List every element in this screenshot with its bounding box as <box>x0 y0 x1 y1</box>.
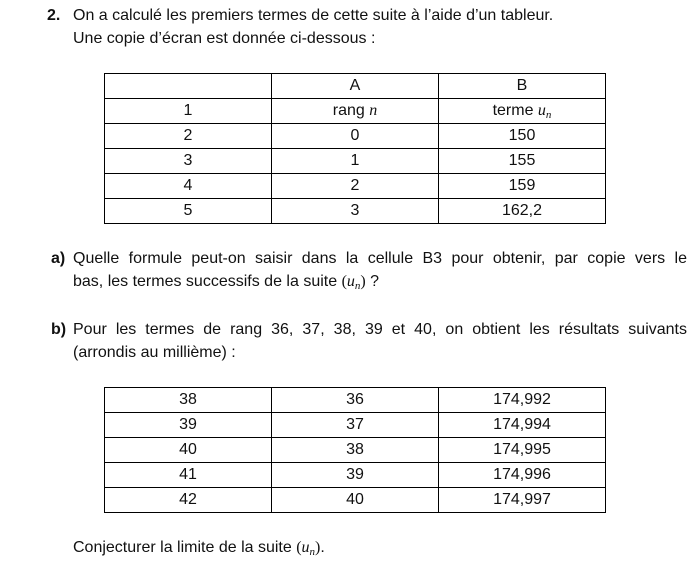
cell-a: 36 <box>272 388 439 413</box>
table-row <box>105 438 606 463</box>
cell-b: 162,2 <box>439 199 606 224</box>
part-a-line-1: Quelle formule peut-on saisir dans la cellule B3 pour obtenir, par copie vers le <box>73 250 687 267</box>
table-row <box>105 488 606 513</box>
cell-a: 38 <box>272 438 439 463</box>
results-table <box>104 387 606 513</box>
part-a-label: a) <box>51 250 66 267</box>
table-row <box>105 413 606 438</box>
paren-open: ( <box>341 273 347 290</box>
part-a-text: bas, les termes successifs de la suite <box>73 273 342 290</box>
table-header-row <box>105 74 606 99</box>
paren-close: ) <box>315 539 321 556</box>
question-header <box>47 6 60 26</box>
cell-b: 174,997 <box>439 488 606 513</box>
cell-b: 150 <box>439 124 606 149</box>
table-row <box>105 174 606 199</box>
sequence-variable: u <box>301 539 310 556</box>
column-header-a: A <box>272 74 439 99</box>
cell-a: 37 <box>272 413 439 438</box>
question-line-2: Une copie d’écran est donnée ci-dessous : <box>73 30 376 47</box>
rang-variable: n <box>369 102 378 119</box>
terme-variable: u <box>537 102 546 119</box>
table-row <box>105 124 606 149</box>
conclusion-text: Conjecturer la limite de la suite <box>73 539 297 556</box>
cell-a: 3 <box>272 199 439 224</box>
row-number: 38 <box>105 388 272 413</box>
cell-b: 174,995 <box>439 438 606 463</box>
spreadsheet-table <box>104 73 606 224</box>
row-number: 1 <box>105 99 272 124</box>
cell-a: 0 <box>272 124 439 149</box>
table-row <box>105 149 606 174</box>
part-b-line-2: (arrondis au millième) : <box>73 344 236 361</box>
corner-cell <box>105 74 272 99</box>
row-number: 2 <box>105 124 272 149</box>
terme-subscript: n <box>545 109 552 121</box>
part-a-line-2 <box>73 272 379 292</box>
part-a-question-mark: ? <box>365 273 380 290</box>
table-row <box>105 99 606 124</box>
part-b-label: b) <box>51 321 67 338</box>
row-number: 41 <box>105 463 272 488</box>
row-number: 40 <box>105 438 272 463</box>
rang-text: rang <box>332 102 370 119</box>
cell-b: 174,994 <box>439 413 606 438</box>
cell-b: 155 <box>439 149 606 174</box>
paren-open: ( <box>296 539 302 556</box>
row-number: 4 <box>105 174 272 199</box>
question-line-1: On a calculé les premiers termes de cette suite à l’aide d’un tableur. <box>73 7 554 24</box>
sequence-subscript: n <box>309 546 316 558</box>
cell-a: 39 <box>272 463 439 488</box>
sequence-subscript: n <box>354 280 361 292</box>
row-number: 5 <box>105 199 272 224</box>
cell-a: 2 <box>272 174 439 199</box>
table-row <box>105 388 606 413</box>
conclusion-line <box>73 538 325 558</box>
cell-b: 174,992 <box>439 388 606 413</box>
paren-close: ) <box>360 273 366 290</box>
row-number: 42 <box>105 488 272 513</box>
conclusion-period: . <box>320 539 325 556</box>
column-header-b: B <box>439 74 606 99</box>
sequence-variable: u <box>346 273 355 290</box>
row-number: 3 <box>105 149 272 174</box>
table-row <box>105 199 606 224</box>
cell-a-label <box>272 99 439 124</box>
cell-b: 159 <box>439 174 606 199</box>
table-row <box>105 463 606 488</box>
cell-a: 1 <box>272 149 439 174</box>
cell-b: 174,996 <box>439 463 606 488</box>
row-number: 39 <box>105 413 272 438</box>
cell-b-label <box>439 99 606 124</box>
question-number: 2. <box>47 7 61 24</box>
part-b-line-1: Pour les termes de rang 36, 37, 38, 39 et 40, on obtient les résultats suivants <box>73 321 687 338</box>
cell-a: 40 <box>272 488 439 513</box>
terme-text: terme <box>492 102 538 119</box>
